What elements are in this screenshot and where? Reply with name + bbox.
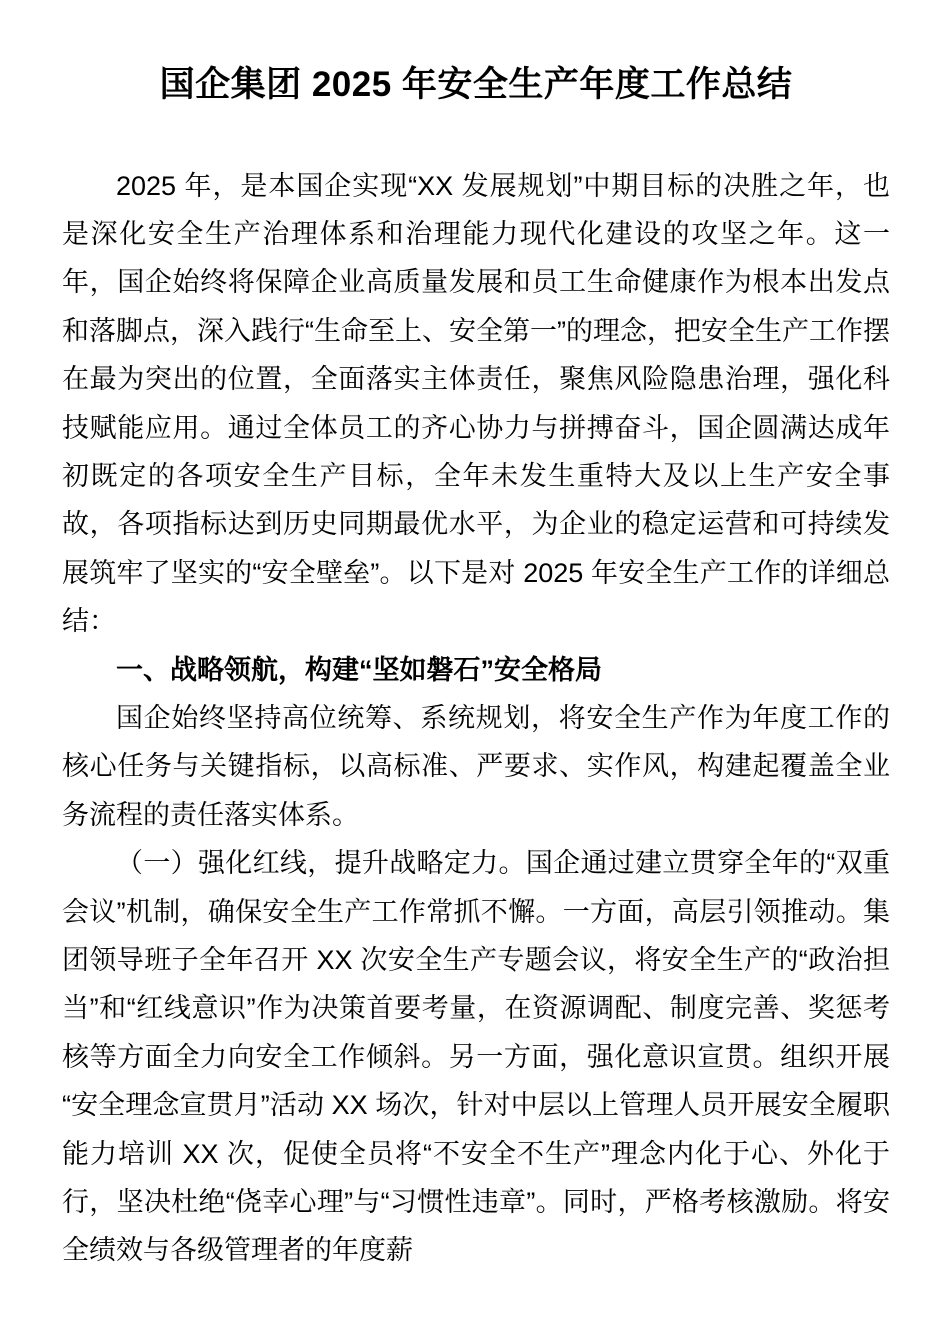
paragraph-subsection-one: （一）强化红线，提升战略定力。国企通过建立贯穿全年的“双重会议”机制，确保安全生产工作常抓不懈。一方面，高层引领推动。集团领导班子全年召开 XX 次安全生产专题会议，将安全生产的“政治担当”和“红线意识”作为决策首要考量，在资源调配、制度完善、奖惩考核等方面全力向安全工作倾斜。另一方面，强化意识宣贯。组织开展“安全理念宣贯月”活动 XX 场次，针对中层以上管理人员开展安全履职能力培训 XX 次，促使全员将“不安全不生产”理念内化于心、外化于行，坚决杜绝“侥幸心理”与“习惯性违章”。同时，严格考核激励。将安全绩效与各级管理者的年度薪 xyxy=(62,848,890,1266)
document-body xyxy=(62,0,890,1275)
paragraph-strategy-overview: 国企始终坚持高位统筹、系统规划，将安全生产作为年度工作的核心任务与关键指标，以高标准、严要求、实作风，构建起覆盖全业务流程的责任落实体系。 xyxy=(62,702,890,830)
page-title: 国企集团 2025 年安全生产年度工作总结 xyxy=(159,65,793,104)
paragraph-intro: 2025 年，是本国企实现“XX 发展规划”中期目标的决胜之年，也是深化安全生产治理体系和治理能力现代化建设的攻坚之年。这一年，国企始终将保障企业高质量发展和员工生命健康作为根本出发点和落脚点，深入践行“生命至上、安全第一”的理念，把安全生产工作摆在最为突出的位置，全面落实主体责任，聚焦风险隐患治理，强化科技赋能应用。通过全体员工的齐心协力与拼搏奋斗，国企圆满达成年初既定的各项安全生产目标，全年未发生重特大及以上生产安全事故，各项指标达到历史同期最优水平，为企业的稳定运营和可持续发展筑牢了坚实的“安全壁垒”。以下是对 2025 年安全生产工作的详细总结： xyxy=(62,170,890,637)
title-spacer xyxy=(62,108,890,162)
section-heading-one: 一、战略领航，构建“坚如磐石”安全格局 xyxy=(116,654,602,685)
